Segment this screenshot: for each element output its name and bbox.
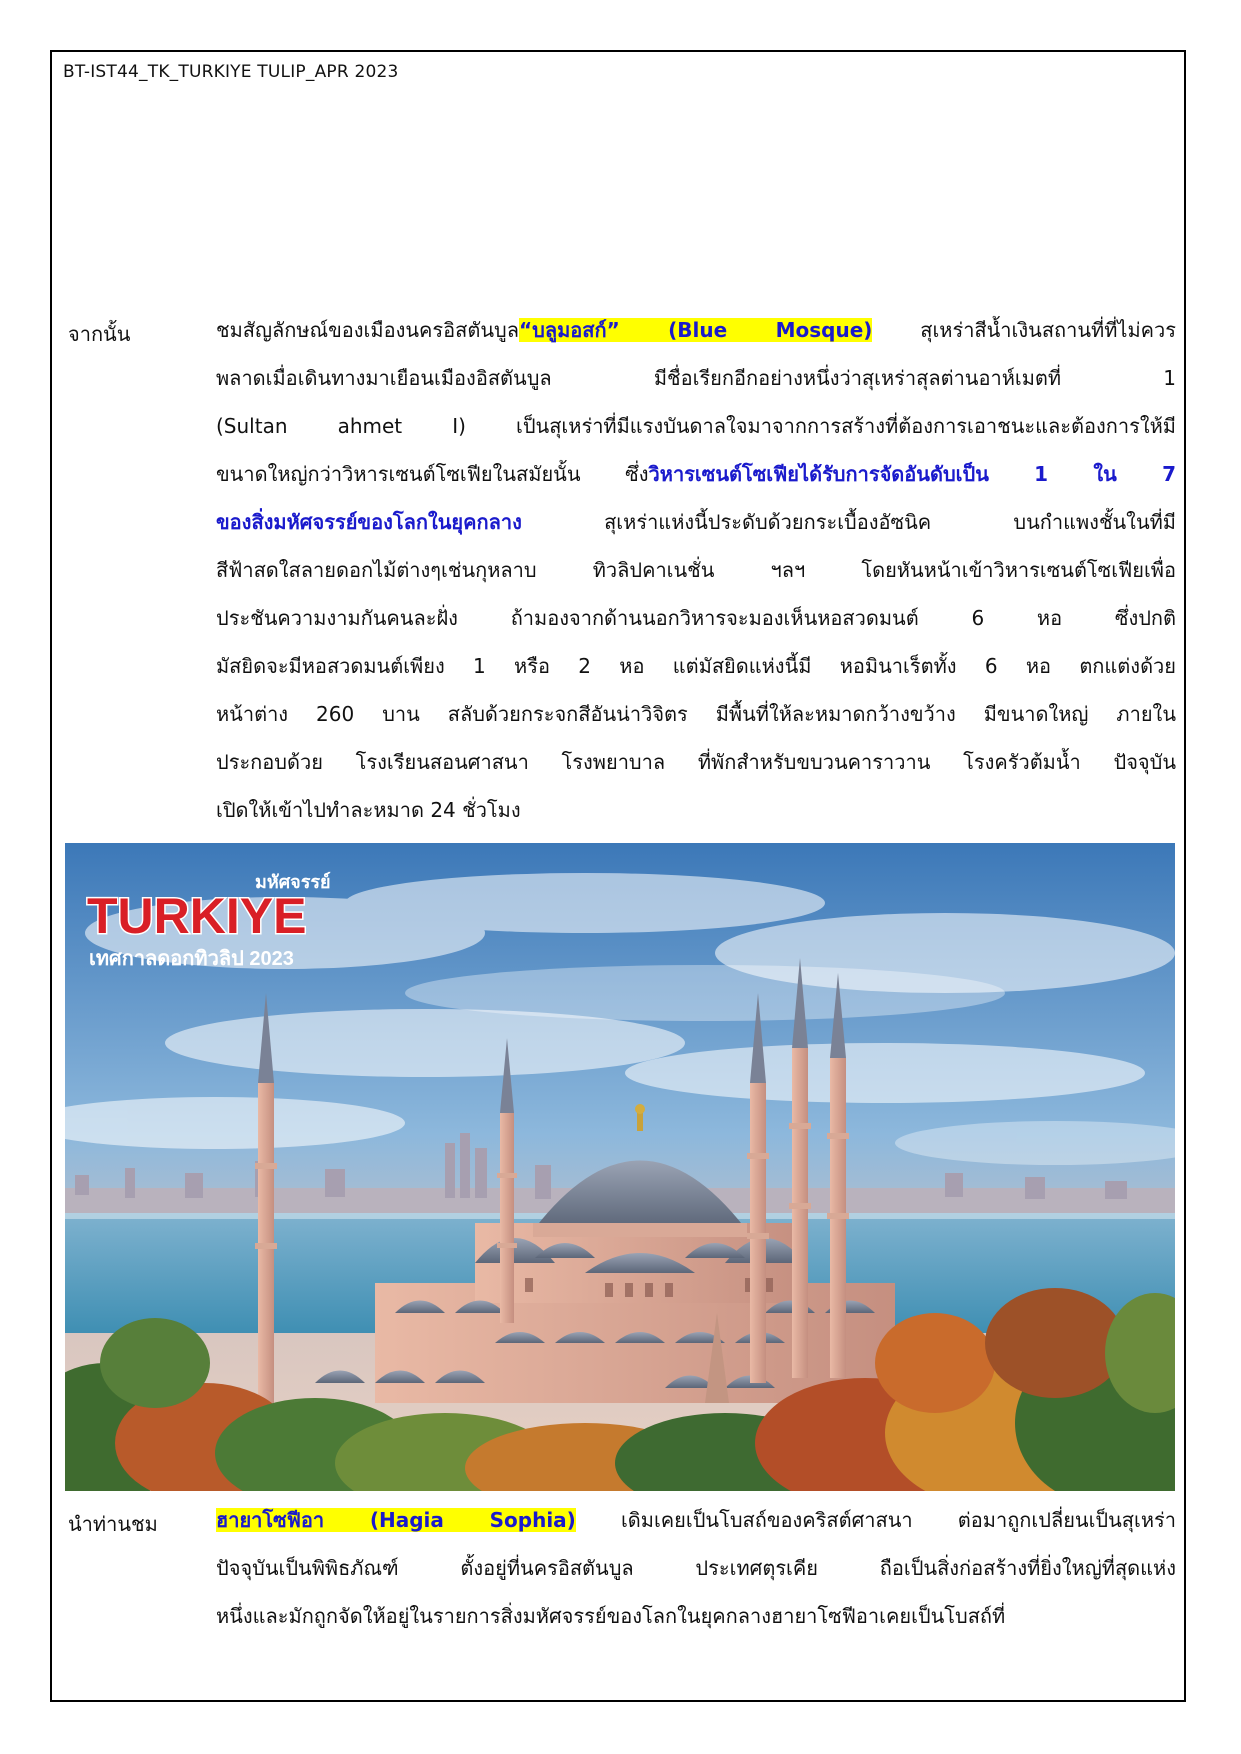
- blue-mosque-photo: [65, 843, 1175, 1491]
- highlight-hagia-sophia: ฮายาโซฟีอา (Hagia Sophia): [216, 1508, 576, 1532]
- svg-text:เทศกาลดอกทิวลิป 2023: เทศกาลดอกทิวลิป 2023: [89, 948, 294, 970]
- text-line: หนึ่งและมักถูกจัดให้อยู่ในรายการสิ่งมหัศจรรย์ของโลกในยุคกลางฮายาโซฟีอาเคยเป็นโบสถ์ที่: [216, 1604, 1006, 1628]
- svg-text:TURKIYE: TURKIYE: [87, 888, 307, 944]
- paragraph-blue-mosque: [216, 306, 1176, 834]
- svg-text:มหัศจรรย์: มหัศจรรย์: [255, 872, 331, 892]
- paragraph-hagia-sophia: [216, 1496, 1176, 1640]
- text-line: ประกอบด้วย โรงเรียนสอนศาสนา โรงพยาบาล ที่พักสำหรับขบวนคาราวาน โรงครัวต้มน้ำ ปัจจุบัน: [216, 750, 1176, 774]
- emphasis-text: วิหารเซนต์โซเฟียได้รับการจัดอันดับเป็น 1 ใน 7: [648, 462, 1176, 486]
- text-line: พลาดเมื่อเดินทางมาเยือนเมืองอิสตันบูล มีชื่อเรียกอีกอย่างหนึ่งว่าสุเหร่าสุลต่านอาห์เมตที่ 1: [216, 366, 1176, 390]
- text-line: ปัจจุบันเป็นพิพิธภัณฑ์ ตั้งอยู่ที่นครอิสตันบูล ประเทศตุรเคีย ถือเป็นสิ่งก่อสร้างที่ยิ่งใหญ่ที่สุดแห่ง: [216, 1556, 1176, 1580]
- text-line: ฮายาโซฟีอา (Hagia Sophia) เดิมเคยเป็นโบสถ์ของคริสต์ศาสนา ต่อมาถูกเปลี่ยนเป็นสุเหร่า: [216, 1508, 1176, 1532]
- text-line: (Sultan ahmet I) เป็นสุเหร่าที่มีแรงบันดาลใจมาจากการสร้างที่ต้องการเอาชนะและต้องการให้มี: [216, 414, 1176, 438]
- section-label: จากนั้น: [68, 322, 131, 346]
- emphasis-text: ของสิ่งมหัศจรรย์ของโลกในยุคกลาง: [216, 510, 522, 534]
- text-line: สีฟ้าสดใสลายดอกไม้ต่างๆเช่นกุหลาบ ทิวลิปคาเนชั่น ฯลฯ โดยหันหน้าเข้าวิหารเซนต์โซเฟียเพื่อ: [216, 558, 1176, 582]
- text-line: ชมสัญลักษณ์ของเมืองนครอิสตันบูล“บลูมอสก์” (Blue Mosque) สุเหร่าสีน้ำเงินสถานที่ที่ไม่ควร: [216, 318, 1176, 342]
- text-line: ประชันความงามกันคนละฝั่ง ถ้ามองจากด้านนอกวิหารจะมองเห็นหอสวดมนต์ 6 หอ ซึ่งปกติ: [216, 606, 1176, 630]
- text-line: ขนาดใหญ่กว่าวิหารเซนต์โซเฟียในสมัยนั้น ซึ่งวิหารเซนต์โซเฟียได้รับการจัดอันดับเป็น 1 ใน 7: [216, 462, 1176, 486]
- text-line: เปิดให้เข้าไปทำละหมาด 24 ชั่วโมง: [216, 798, 521, 822]
- text-line: มัสยิดจะมีหอสวดมนต์เพียง 1 หรือ 2 หอ แต่มัสยิดแห่งนี้มี หอมินาเร็ตทั้ง 6 หอ ตกแต่งด้วย: [216, 654, 1177, 678]
- section-label: นำท่านชม: [68, 1512, 158, 1536]
- highlight-blue-mosque: “บลูมอสก์” (Blue Mosque): [518, 318, 873, 342]
- document-code: BT-IST44_TK_TURKIYE TULIP_APR 2023: [63, 62, 399, 82]
- text-line: ของสิ่งมหัศจรรย์ของโลกในยุคกลาง สุเหร่าแห่งนี้ประดับด้วยกระเบื้องอัซนิค บนกำแพงชั้นในที่มี: [216, 510, 1176, 534]
- text-line: หน้าต่าง 260 บาน สลับด้วยกระจกสีอันน่าวิจิตร มีพื้นที่ให้ละหมาดกว้างขว้าง มีขนาดใหญ่ ภายใน: [216, 702, 1176, 726]
